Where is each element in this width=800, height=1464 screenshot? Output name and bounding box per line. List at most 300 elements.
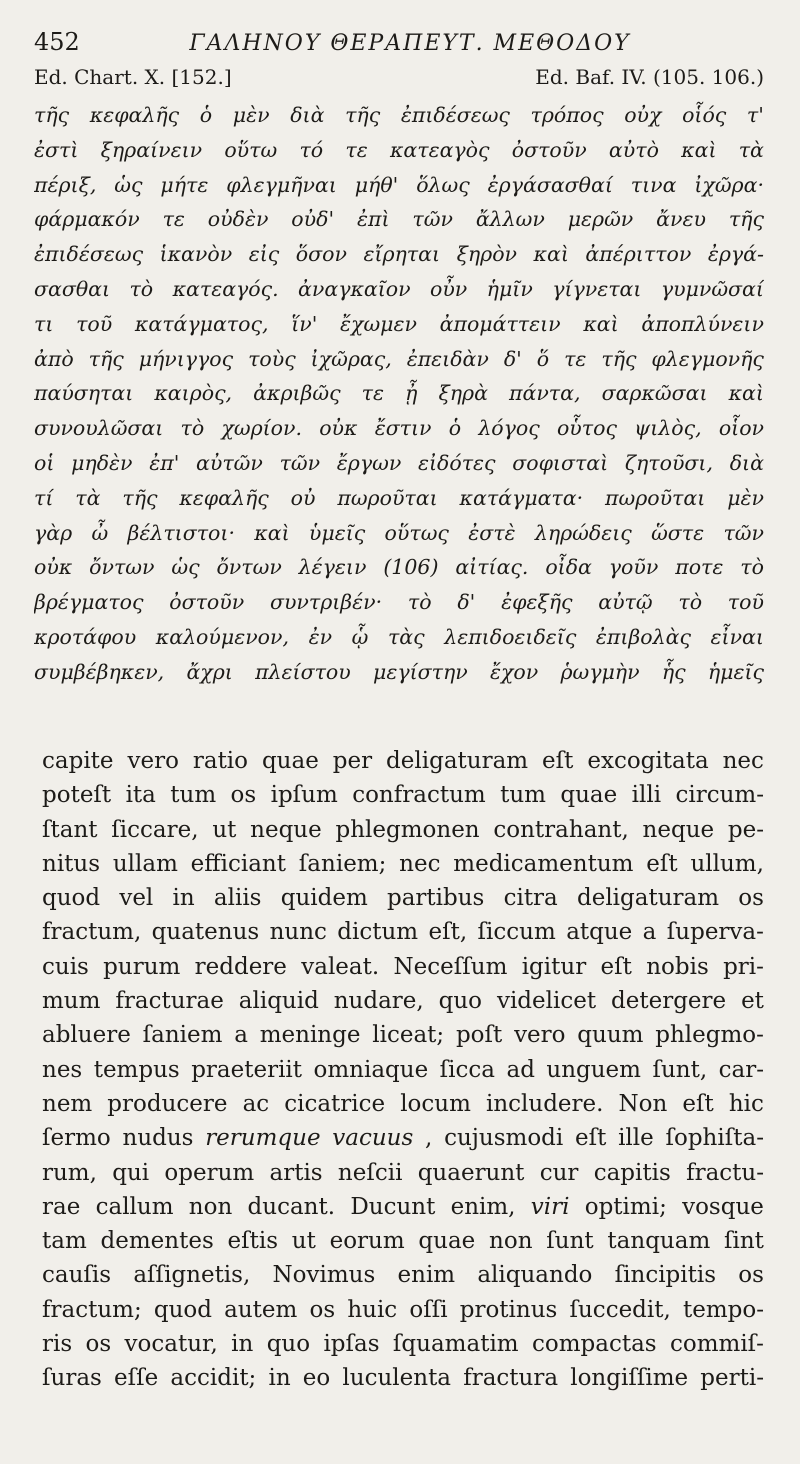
greek-word: φλεγμῆναι	[226, 172, 337, 197]
latin-word: quo	[266, 1331, 311, 1358]
greek-line	[34, 168, 764, 203]
latin-word: poteſt	[42, 782, 112, 809]
greek-word: τῆς	[88, 346, 124, 371]
latin-word: et	[741, 988, 764, 1015]
latin-word: tum	[170, 782, 217, 809]
greek-line	[34, 98, 764, 133]
greek-word: ἔστιν	[374, 416, 432, 441]
greek-line	[34, 376, 764, 411]
greek-line	[34, 620, 764, 655]
greek-word: ᾧ	[351, 624, 369, 649]
latin-word: quae	[261, 748, 319, 774]
greek-word: ὁ	[199, 103, 213, 127]
latin-word: abluere	[42, 1022, 131, 1049]
latin-word: capitis	[593, 1159, 671, 1186]
latin-word: ut	[291, 1228, 316, 1255]
edition-line	[34, 62, 764, 92]
latin-word: confractum	[352, 782, 486, 809]
latin-word: aliquid	[238, 988, 319, 1015]
latin-word: circum-	[675, 782, 764, 809]
greek-word: τῆς	[728, 207, 764, 232]
greek-line	[34, 516, 764, 551]
greek-word: μήθ'	[354, 172, 399, 197]
page	[34, 28, 764, 690]
greek-word: ὀστοῦν	[511, 137, 587, 162]
latin-word: ullum,	[690, 850, 764, 877]
greek-word: τ'	[746, 103, 764, 127]
greek-word: αὐτὸ	[608, 137, 659, 162]
latin-word: Ducunt	[350, 1193, 436, 1220]
latin-word: ſuperva-	[666, 919, 764, 946]
latin-word: ,	[425, 1125, 433, 1152]
latin-word: eſt	[574, 1125, 607, 1152]
latin-word: ſunt	[546, 1228, 594, 1255]
latin-word: ullam	[112, 850, 178, 877]
latin-word: phlegmo-	[655, 1022, 764, 1049]
greek-word: ὁ	[448, 416, 462, 441]
latin-word: poſt	[455, 1022, 503, 1049]
latin-word: cauſis	[42, 1262, 112, 1289]
latin-word: in	[268, 1365, 291, 1392]
greek-word: δ'	[503, 346, 522, 371]
latin-word: tam	[42, 1228, 87, 1255]
latin-word: valeat.	[301, 953, 380, 980]
greek-word: τῆς	[601, 346, 637, 371]
latin-word: per	[332, 748, 373, 774]
latin-word: cur	[539, 1159, 579, 1186]
greek-word: αὐτῶν	[196, 450, 263, 475]
latin-word: enim,	[450, 1193, 516, 1220]
latin-word: mum	[42, 988, 101, 1015]
greek-word: ἀκριβῶς	[253, 381, 341, 406]
latin-word: quidem	[280, 885, 368, 912]
greek-line	[34, 655, 764, 690]
latin-word: vosque	[682, 1193, 764, 1220]
greek-word: κατάγματα·	[459, 485, 584, 510]
latin-word: non	[188, 1193, 233, 1220]
latin-word: rae	[42, 1193, 81, 1220]
greek-word: ὅ	[536, 346, 550, 371]
latin-word: eſt	[682, 1090, 714, 1117]
greek-word: εἰς	[248, 242, 280, 267]
greek-word: κατάγματος,	[134, 311, 269, 336]
latin-word: aſſignetis,	[133, 1262, 251, 1289]
latin-word: nitus	[42, 850, 101, 877]
latin-word: Novimus	[272, 1262, 376, 1289]
latin-word: omniaque	[313, 1056, 429, 1083]
greek-word: καὶ	[583, 311, 619, 336]
latin-word: ſincipitis	[614, 1262, 717, 1289]
greek-word: γυμνῶσαί	[660, 276, 764, 301]
greek-word: οὐδὲν	[207, 207, 269, 232]
greek-word: μὲν	[232, 103, 270, 127]
greek-word: (106)	[383, 555, 439, 580]
latin-word: os	[738, 885, 764, 912]
greek-word: ὦ	[91, 520, 109, 545]
latin-line	[42, 950, 764, 984]
latin-word: ac	[242, 1090, 270, 1117]
greek-word: ὡς	[114, 172, 143, 197]
latin-word: videlicet	[496, 988, 597, 1015]
greek-word: ἰχῶρα·	[694, 172, 764, 197]
latin-word: nem	[42, 1090, 93, 1117]
greek-word: φάρμακόν	[34, 207, 140, 232]
greek-line	[34, 237, 764, 272]
greek-word: ἐργά-	[707, 242, 764, 267]
greek-word: τρόπος	[530, 103, 604, 127]
latin-word: compactas	[531, 1331, 657, 1358]
latin-word: pri-	[723, 953, 764, 980]
greek-word: τί	[34, 485, 54, 510]
latin-line	[42, 915, 764, 949]
latin-word: ratio	[192, 748, 249, 774]
greek-word: καὶ	[681, 137, 717, 162]
greek-word: ἰχῶρας,	[310, 346, 392, 371]
greek-word: τοῦ	[76, 311, 113, 336]
greek-word: ἱκανὸν	[159, 242, 233, 267]
greek-word: ζητοῦσι,	[624, 450, 713, 475]
latin-line	[42, 744, 764, 778]
latin-word: in	[231, 1331, 254, 1358]
greek-word: ὅλως	[416, 172, 470, 197]
latin-word: deligaturam	[386, 748, 529, 774]
greek-word: παύσηται	[34, 381, 134, 406]
latin-word: eſt	[542, 748, 574, 774]
greek-word: ἄχρι	[186, 659, 233, 684]
greek-word: ἐπὶ	[356, 207, 390, 232]
greek-word: τι	[34, 311, 54, 336]
latin-word: fractum,	[42, 919, 142, 946]
latin-word: meninge	[259, 1022, 361, 1049]
edition-basel: Ed. Baf. IV. (105. 106.)	[535, 65, 764, 89]
greek-word: τοὺς	[248, 346, 296, 371]
greek-line	[34, 481, 764, 516]
latin-line	[42, 1121, 764, 1155]
greek-word: τῆς	[34, 103, 70, 127]
latin-word: ipſum	[270, 782, 338, 809]
latin-word: aliquando	[477, 1262, 593, 1289]
greek-word: ἔργων	[336, 450, 402, 475]
latin-line	[42, 847, 764, 881]
greek-word: τῆς	[122, 485, 158, 510]
greek-word: τὰ	[738, 137, 764, 162]
latin-word: protinus	[459, 1296, 558, 1323]
greek-word: ἄνευ	[656, 207, 706, 232]
greek-word: ἀναγκαῖον	[298, 276, 411, 301]
greek-word: οὕτως	[384, 520, 449, 545]
latin-word: phlegmonen	[335, 816, 480, 843]
latin-word: nudare,	[333, 988, 424, 1015]
latin-word: tum	[500, 782, 546, 809]
latin-word: longiſſime	[570, 1365, 689, 1392]
greek-line	[34, 411, 764, 446]
greek-word: ἐφεξῆς	[501, 590, 573, 615]
greek-word: ἡμῖν	[486, 276, 533, 301]
latin-word: ut	[212, 816, 237, 843]
greek-word: καλούμενον,	[155, 624, 289, 649]
greek-word: πάντα,	[509, 381, 581, 406]
greek-line	[34, 342, 764, 377]
latin-word: unguem	[546, 1056, 641, 1083]
greek-word: συνουλῶσαι	[34, 416, 164, 441]
greek-word: τινα	[630, 172, 677, 197]
latin-word: dementes	[100, 1228, 214, 1255]
latin-word: hic	[728, 1090, 764, 1117]
greek-line	[34, 202, 764, 237]
latin-word: eo	[302, 1365, 331, 1392]
latin-line	[42, 1087, 764, 1121]
latin-word: a	[642, 919, 657, 946]
latin-word: huic	[347, 1296, 398, 1323]
greek-word: συμβέβηκεν,	[34, 659, 165, 684]
latin-word: vocatur,	[124, 1331, 218, 1358]
latin-word: partibus	[386, 885, 485, 912]
greek-word: οὕτω	[224, 137, 278, 162]
latin-word: cuis	[42, 953, 89, 980]
greek-word: ἐστὲ	[468, 520, 516, 545]
latin-word: autem	[224, 1296, 298, 1323]
greek-word: ὑμεῖς	[308, 520, 366, 545]
greek-word: ὄντων	[89, 555, 155, 580]
greek-word: τῶν	[279, 450, 321, 475]
latin-word: non	[489, 1228, 533, 1255]
latin-word: locum	[400, 1090, 471, 1117]
latin-word: quaerunt	[417, 1159, 525, 1186]
latin-line	[42, 1224, 764, 1258]
latin-word: eſſe	[114, 1365, 159, 1392]
latin-line	[42, 881, 764, 915]
greek-word: ἄλλων	[475, 207, 545, 232]
running-head	[34, 28, 764, 62]
greek-word: ποτε	[675, 555, 724, 580]
greek-word: οἱ	[34, 450, 55, 475]
latin-word: illi	[631, 782, 662, 809]
greek-word: οὖν	[429, 276, 468, 301]
greek-word: ἡμεῖς	[707, 659, 764, 684]
greek-word: οὐκ	[319, 416, 358, 441]
latin-word: deligaturam	[576, 885, 720, 912]
greek-word: ὅσον	[295, 242, 347, 267]
latin-word: includere.	[485, 1090, 604, 1117]
latin-word: ſaniem;	[298, 850, 387, 877]
greek-word: τό	[299, 137, 324, 162]
latin-word: producere	[107, 1090, 228, 1117]
latin-word: ſint	[724, 1228, 764, 1255]
greek-word: κεφαλῆς	[179, 485, 269, 510]
greek-word: γοῦν	[608, 555, 659, 580]
latin-word: ipſas	[323, 1331, 380, 1358]
greek-word: γίγνεται	[552, 276, 642, 301]
latin-word: fractura	[463, 1365, 559, 1392]
greek-line	[34, 550, 764, 585]
greek-word: φλεγμονῆς	[651, 346, 764, 371]
latin-word: optimi;	[584, 1193, 667, 1220]
greek-word: πέριξ,	[34, 172, 97, 197]
latin-line	[42, 1361, 764, 1395]
latin-word: vacuus	[332, 1125, 414, 1152]
greek-word: τῆς	[345, 103, 381, 127]
greek-word: τὸ	[129, 276, 154, 301]
greek-word: μήτε	[160, 172, 209, 197]
greek-word: μήνιγγος	[138, 346, 234, 371]
latin-word: os	[230, 782, 257, 809]
greek-word: βρέγματος	[34, 590, 144, 615]
latin-word: perti-	[700, 1365, 764, 1392]
latin-word: quae	[418, 1228, 476, 1255]
latin-word: eſtis	[227, 1228, 279, 1255]
latin-word: neſcii	[337, 1159, 403, 1186]
latin-word: ducant.	[247, 1193, 336, 1220]
greek-word: οἷός	[682, 103, 727, 127]
greek-word: ἐργάσασθαί	[487, 172, 613, 197]
greek-word: ὥστε	[651, 520, 705, 545]
latin-word: callum	[95, 1193, 174, 1220]
latin-word: ſunt,	[652, 1056, 708, 1083]
latin-line	[42, 778, 764, 812]
greek-word: ἐπιβολὰς	[595, 624, 691, 649]
greek-word: οὐ	[290, 485, 316, 510]
latin-word: commiſ-	[669, 1331, 764, 1358]
latin-line	[42, 1018, 764, 1052]
greek-word: ἐπιδέσεως	[400, 103, 510, 127]
latin-word: praeteriit	[191, 1056, 303, 1083]
greek-word: ἀπέριττον	[585, 242, 692, 267]
greek-word: ἵν'	[291, 311, 318, 336]
greek-word: ἧς	[661, 659, 686, 684]
greek-word: καὶ	[254, 520, 290, 545]
latin-word: neque	[642, 816, 715, 843]
greek-line	[34, 307, 764, 342]
latin-word: quod	[153, 1296, 212, 1323]
latin-word: ſaniem	[142, 1022, 223, 1049]
greek-word: ῥωγμὴν	[560, 659, 640, 684]
latin-word: tempo-	[682, 1296, 764, 1323]
greek-word: αἰτίας.	[455, 555, 529, 580]
latin-word: nudus	[122, 1125, 194, 1152]
latin-word: quo	[438, 988, 483, 1015]
greek-word: συντριβέν·	[269, 590, 383, 615]
greek-word: ψιλὸς,	[634, 416, 702, 441]
latin-word: igitur	[521, 953, 587, 980]
greek-word: ἐπ'	[149, 450, 180, 475]
latin-word: rum,	[42, 1159, 97, 1186]
latin-word: fracturae	[115, 988, 224, 1015]
greek-word: ὡς	[171, 555, 200, 580]
greek-word: κατεαγός.	[172, 276, 279, 301]
greek-word: σαρκῶσαι	[601, 381, 708, 406]
latin-word: viri	[530, 1193, 570, 1220]
greek-word: οἷον	[718, 416, 764, 441]
latin-word: efficiant	[190, 850, 286, 877]
greek-word: εἴρηται	[363, 242, 441, 267]
latin-word: nunc	[269, 919, 327, 946]
latin-word: quatenus	[151, 919, 260, 946]
greek-word: λόγος	[478, 416, 540, 441]
latin-word: os	[738, 1262, 764, 1289]
latin-word: quae	[560, 782, 618, 809]
latin-word: quod	[42, 885, 101, 912]
latin-word: vero	[127, 748, 179, 774]
latin-word: ita	[125, 782, 156, 809]
latin-word: Neceſſum	[393, 953, 508, 980]
greek-word: γὰρ	[34, 520, 73, 545]
greek-word: πωροῦται	[605, 485, 706, 510]
latin-line	[42, 1156, 764, 1190]
latin-word: excogitata	[587, 748, 709, 774]
latin-word: ſicca	[439, 1056, 496, 1083]
latin-word: rerumque	[205, 1125, 321, 1152]
latin-word: os	[85, 1331, 112, 1358]
latin-line	[42, 984, 764, 1018]
latin-word: eſt	[600, 953, 632, 980]
greek-word: καὶ	[533, 242, 569, 267]
latin-word: ſtant	[42, 816, 98, 843]
greek-word: ἀπομάττειν	[439, 311, 561, 336]
greek-word: κροτάφου	[34, 624, 137, 649]
latin-word: citra	[503, 885, 558, 912]
greek-word: μηδὲν	[71, 450, 133, 475]
greek-word: διὰ	[290, 103, 325, 127]
greek-line	[34, 272, 764, 307]
latin-word: eſt,	[428, 919, 468, 946]
latin-word: atque	[566, 919, 633, 946]
greek-word: ἔχωμεν	[340, 311, 417, 336]
greek-word: ἀπὸ	[34, 346, 74, 371]
greek-word: πλείστου	[255, 659, 351, 684]
greek-word: ληρώδεις	[534, 520, 632, 545]
greek-word: καὶ	[728, 381, 764, 406]
greek-word: τε	[361, 381, 385, 406]
latin-word: enim	[397, 1262, 456, 1289]
greek-word: ξηρὰ	[438, 381, 488, 406]
greek-line	[34, 446, 764, 481]
greek-word: τὸ	[180, 416, 205, 441]
latin-word: aliis	[213, 885, 262, 912]
latin-line	[42, 1190, 764, 1224]
greek-word: τὰς	[387, 624, 425, 649]
latin-word: ſuccedit,	[569, 1296, 671, 1323]
greek-word: εἰδότες	[417, 450, 496, 475]
latin-word: fractum;	[42, 1296, 142, 1323]
latin-word: oſſi	[409, 1296, 448, 1323]
latin-word: ſquamatim	[392, 1331, 519, 1358]
latin-word: eſt	[646, 850, 678, 877]
latin-word: nec	[399, 850, 441, 877]
greek-line	[34, 585, 764, 620]
greek-word: ὀστοῦν	[169, 590, 245, 615]
greek-word: τὸ	[407, 590, 432, 615]
latin-word: ſophiſta-	[665, 1125, 764, 1152]
greek-word: οὐχ	[624, 103, 662, 127]
latin-word: car-	[718, 1056, 764, 1083]
latin-word: purum	[103, 953, 181, 980]
latin-word: fractu-	[686, 1159, 764, 1186]
latin-word: Non	[618, 1090, 668, 1117]
latin-word: ille	[618, 1125, 654, 1152]
latin-word: operum	[164, 1159, 255, 1186]
latin-word: nec	[722, 748, 764, 774]
page-number: 452	[34, 28, 80, 56]
latin-word: pe-	[727, 816, 764, 843]
greek-line	[34, 133, 764, 168]
latin-word: luculenta	[342, 1365, 452, 1392]
latin-word: ſermo	[42, 1125, 111, 1152]
greek-word: τε	[564, 346, 587, 371]
greek-word: διὰ	[729, 450, 764, 475]
greek-word: ἔχον	[489, 659, 539, 684]
greek-word: τῶν	[412, 207, 453, 232]
greek-word: οὐδ'	[291, 207, 335, 232]
